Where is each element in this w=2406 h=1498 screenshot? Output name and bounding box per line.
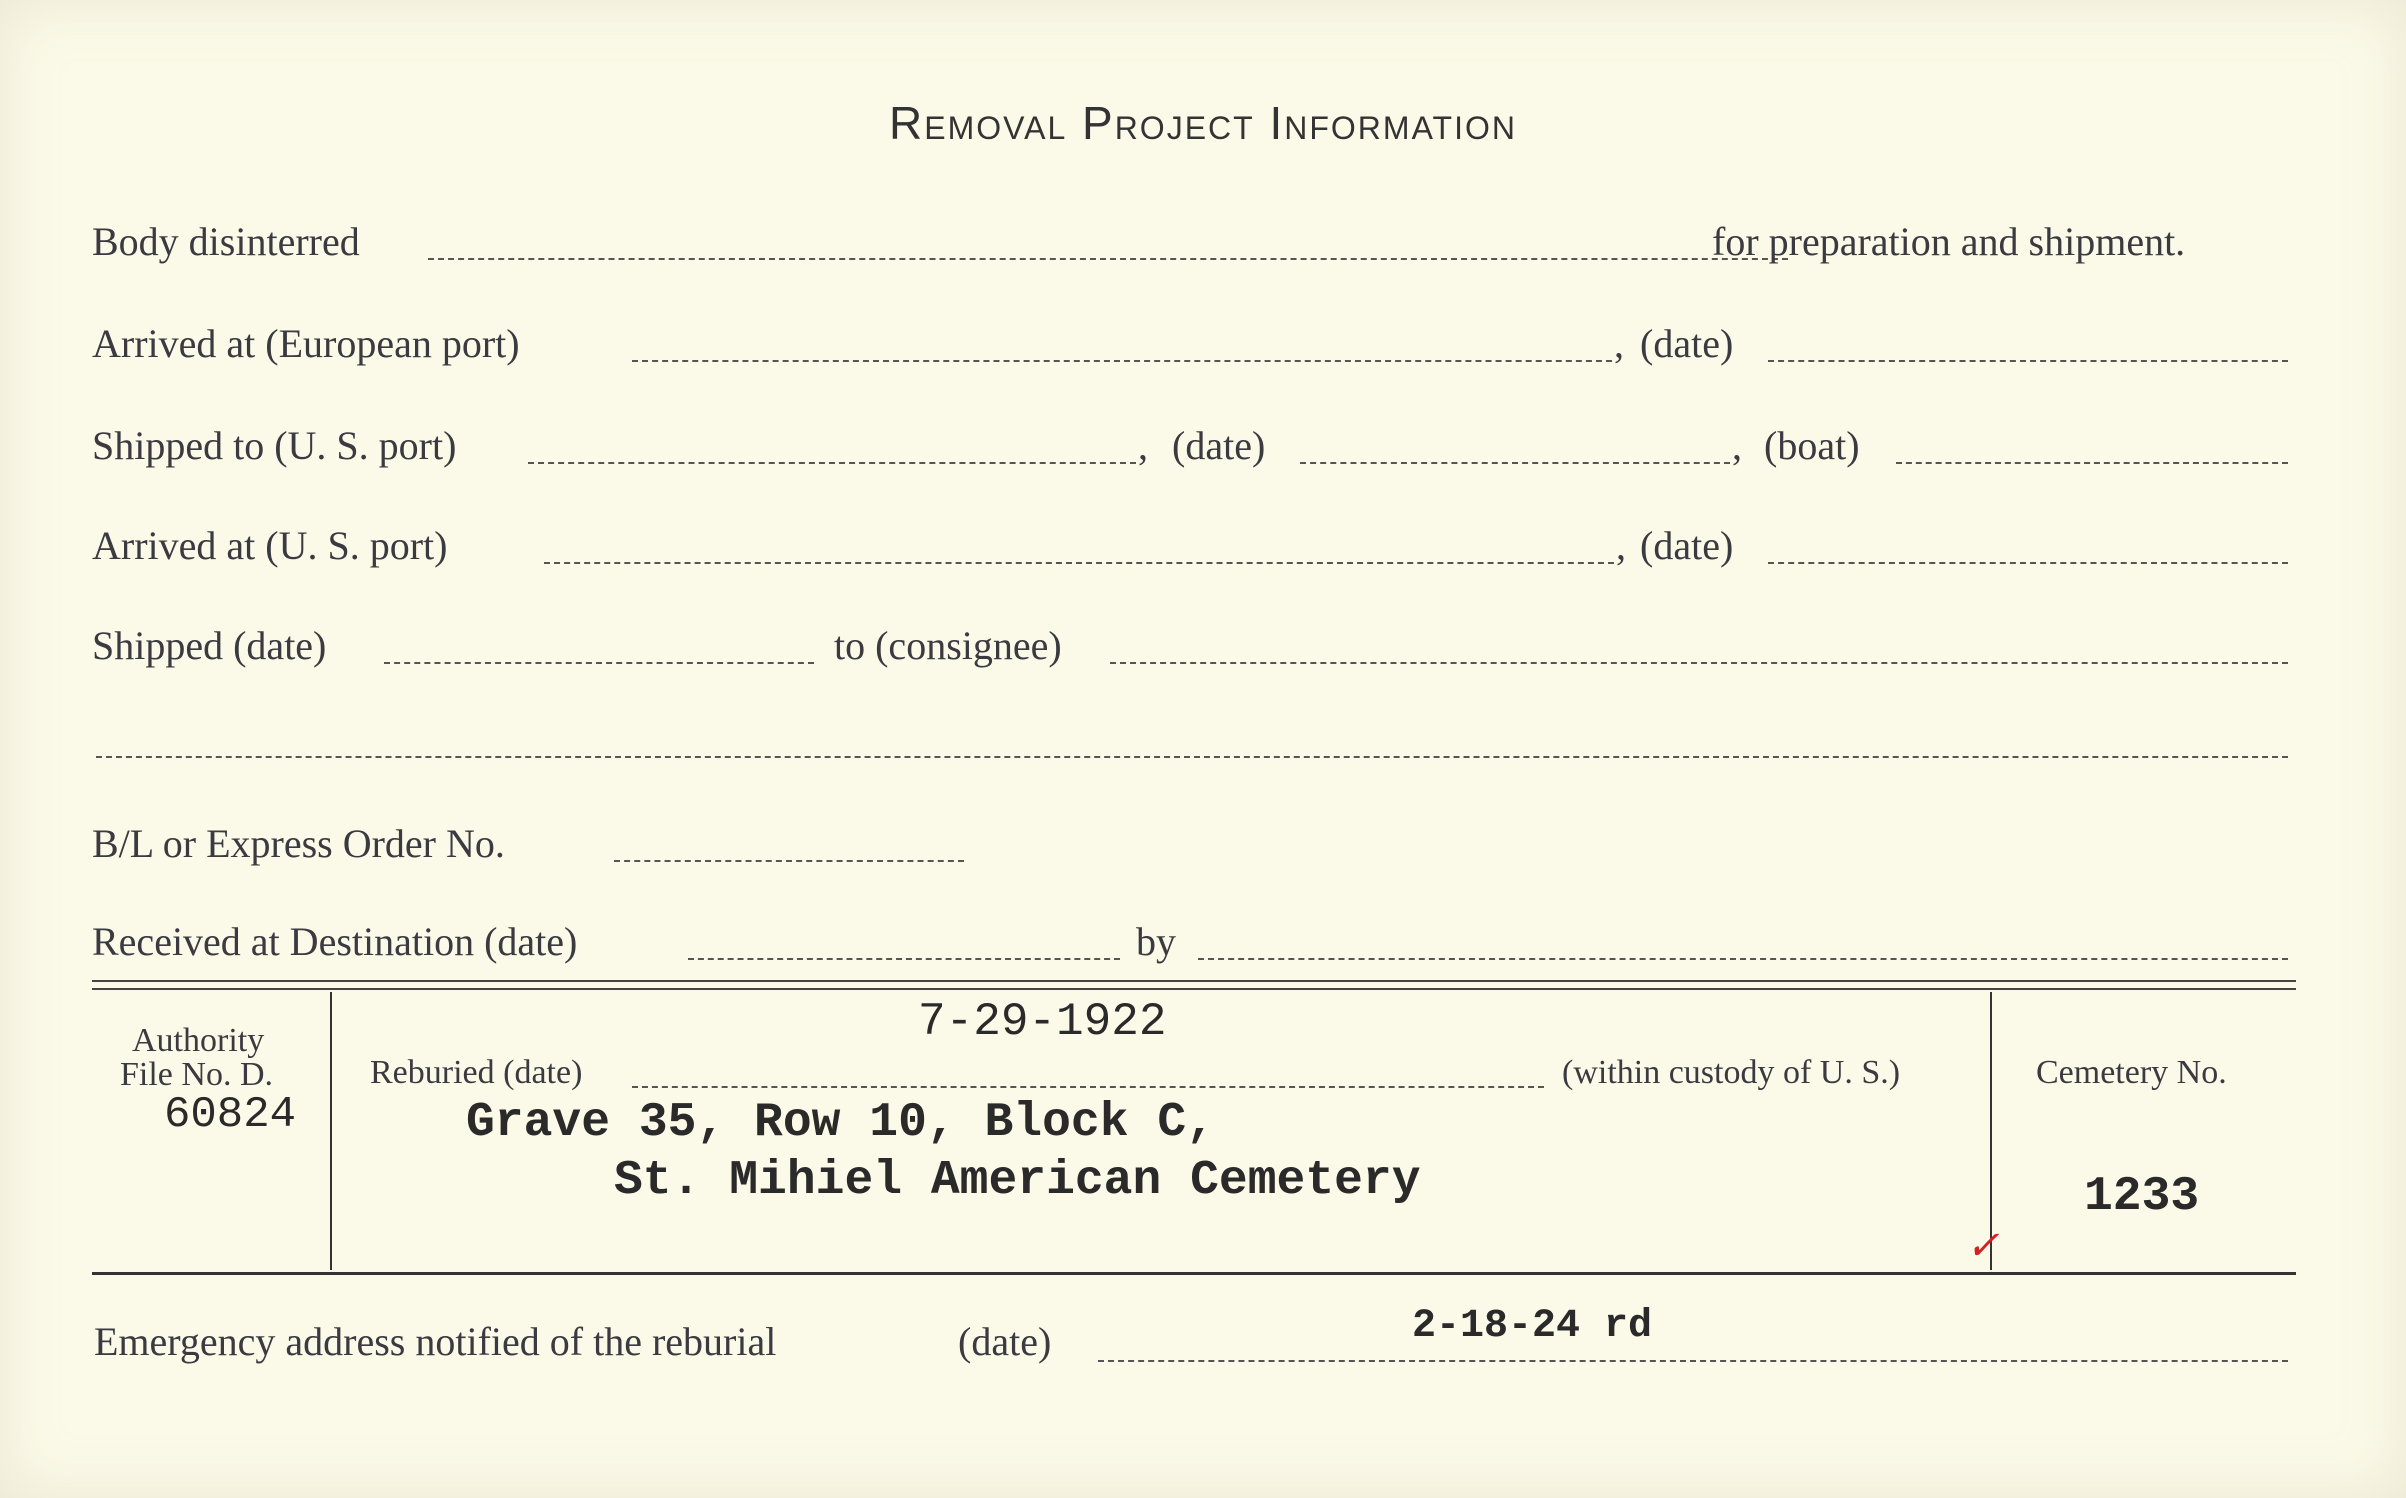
body-disinterred-field[interactable]: [428, 258, 1788, 260]
reburied-label: Reburied (date): [370, 1054, 583, 1091]
received-by-field[interactable]: [1198, 958, 2288, 960]
cemetery-label: Cemetery No.: [2036, 1054, 2227, 1091]
boat-field[interactable]: [1896, 462, 2288, 464]
row-body-disinterred: [92, 218, 2296, 278]
form-title: [0, 96, 2406, 150]
row-shipped-to: [92, 422, 2296, 482]
arrived-us-field[interactable]: [544, 562, 1614, 564]
shipped-to-label: Shipped to (U. S. port): [92, 423, 457, 468]
consignee-field[interactable]: [1110, 662, 2288, 664]
row-bl-order: [92, 820, 2296, 880]
red-check-mark: ✓: [1966, 1223, 2000, 1268]
arrived-european-date-field[interactable]: [1768, 360, 2288, 362]
authority-divider: [330, 992, 332, 1270]
box-top-rule-1: [92, 980, 2296, 982]
authority-label-1: Authority: [132, 1022, 265, 1059]
shipped-to-comma: ,: [1138, 423, 1148, 468]
arrived-us-label: Arrived at (U. S. port): [92, 523, 448, 568]
body-disinterred-label: Body disinterred: [92, 219, 360, 264]
box-bottom-rule: [92, 1272, 2296, 1275]
row-arrived-us: [92, 522, 2296, 582]
row-shipped-date: [92, 622, 2296, 682]
arrived-european-field[interactable]: [632, 360, 1612, 362]
received-date-field[interactable]: [688, 958, 1120, 960]
form-title-text: Removal Project Information: [889, 97, 1517, 149]
authority-file-number: 60824: [164, 1090, 297, 1140]
emergency-date-label: (date): [958, 1319, 1052, 1364]
body-disinterred-suffix: for preparation and shipment.: [1712, 219, 2186, 264]
row-consignee-continued: [92, 722, 2296, 782]
shipped-to-field[interactable]: [528, 462, 1136, 464]
boat-label: (boat): [1764, 423, 1860, 468]
arrived-european-date-label: (date): [1640, 321, 1734, 366]
by-label: by: [1136, 919, 1176, 964]
box-top-rule-2: [92, 988, 2296, 990]
row-received: [92, 918, 2296, 978]
arrived-european-comma: ,: [1614, 321, 1624, 366]
arrived-european-label: Arrived at (European port): [92, 321, 520, 366]
shipped-to-date-label: (date): [1172, 423, 1266, 468]
authority-label-2: File No. D.: [120, 1056, 273, 1093]
emergency-date-value: 2-18-24 rd: [1412, 1304, 1653, 1349]
shipped-date-field[interactable]: [384, 662, 814, 664]
reburied-field[interactable]: [632, 1086, 1544, 1088]
emergency-label: Emergency address notified of the reburial: [94, 1319, 777, 1364]
received-label: Received at Destination (date): [92, 919, 578, 964]
reburied-date-value: 7-29-1922: [918, 996, 1167, 1048]
grave-line-1: Grave 35, Row 10, Block C,: [466, 1096, 1215, 1150]
shipped-date-label: Shipped (date): [92, 623, 327, 668]
shipped-to-date-field[interactable]: [1300, 462, 1730, 464]
shipped-to-comma-2: ,: [1732, 423, 1742, 468]
arrived-us-date-field[interactable]: [1768, 562, 2288, 564]
arrived-us-date-label: (date): [1640, 523, 1734, 568]
bl-label: B/L or Express Order No.: [92, 821, 505, 866]
bl-field[interactable]: [614, 860, 964, 862]
row-emergency: [92, 1304, 2296, 1378]
consignee-label: to (consignee): [834, 623, 1062, 668]
custody-label: (within custody of U. S.): [1562, 1054, 1901, 1091]
consignee-field-continued[interactable]: [96, 756, 2288, 758]
grave-line-2: St. Mihiel American Cemetery: [614, 1154, 1421, 1208]
arrived-us-comma: ,: [1616, 523, 1626, 568]
cemetery-number: 1233: [2084, 1170, 2200, 1224]
emergency-date-field[interactable]: [1098, 1360, 2288, 1362]
row-arrived-european: [92, 320, 2296, 380]
